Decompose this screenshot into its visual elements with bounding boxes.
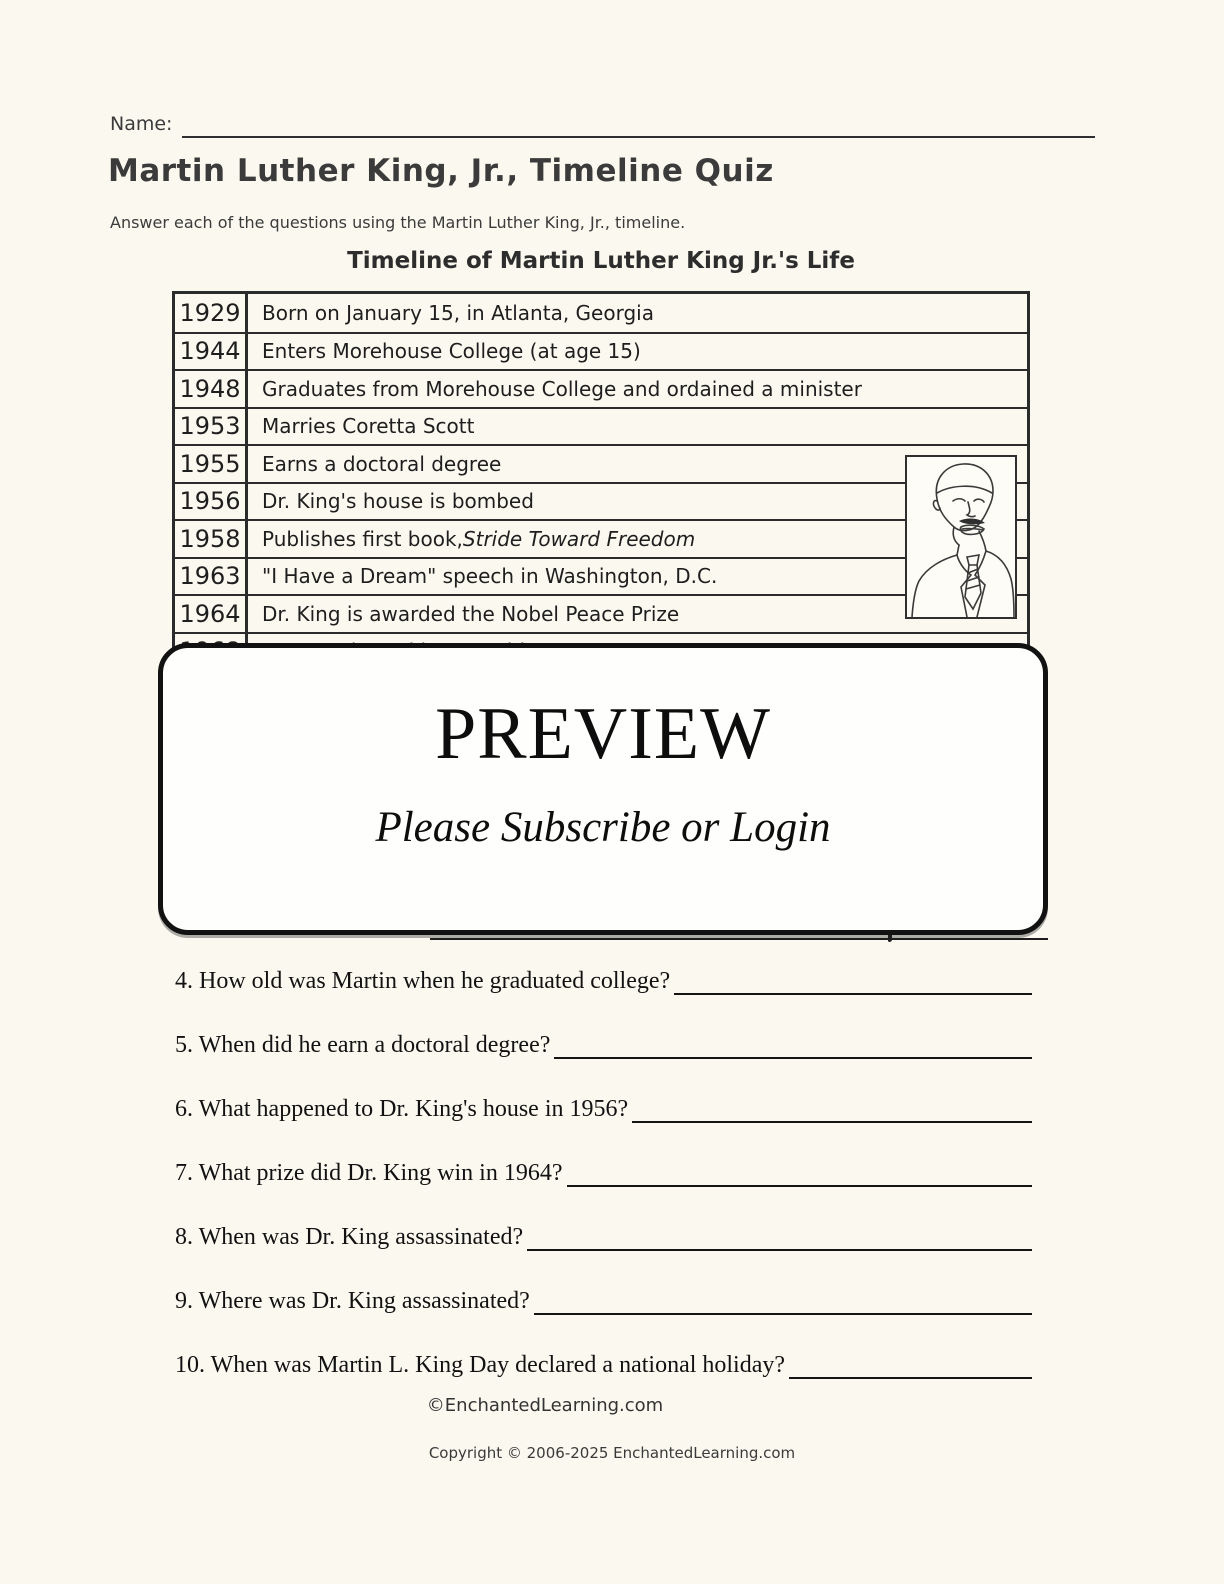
- timeline-year: 1963: [175, 559, 248, 595]
- question-text: 4. How old was Martin when he graduated college?: [175, 968, 671, 994]
- timeline-year: 1956: [175, 484, 248, 520]
- event-text: Enters Morehouse College (at age 15): [262, 339, 641, 364]
- event-text: Publishes first book,: [262, 526, 463, 551]
- event-text: Born on January 15, in Atlanta, Georgia: [262, 300, 654, 325]
- event-text: Dr. King is awarded the Nobel Peace Prize: [262, 601, 680, 626]
- question-item: [175, 1352, 1032, 1379]
- timeline-title: Timeline of Martin Luther King Jr.'s Life: [347, 248, 855, 274]
- event-text: "I Have a Dream" speech in Washington, D.C.: [262, 564, 718, 589]
- question-text: 5. When did he earn a doctoral degree?: [175, 1032, 551, 1058]
- answer-blank: [534, 1309, 1032, 1315]
- preview-heading: PREVIEW: [435, 693, 771, 775]
- answer-blank: [554, 1053, 1032, 1059]
- answer-blank: [632, 1117, 1032, 1123]
- instructions: Answer each of the questions using the Martin Luther King, Jr., timeline.: [110, 213, 686, 232]
- timeline-row: [175, 332, 1027, 370]
- timeline-row: [175, 294, 1027, 332]
- timeline-row: [175, 519, 1027, 557]
- timeline-row: [175, 594, 1027, 632]
- question-list: [175, 968, 1032, 1416]
- mlk-line-drawing-icon: [907, 457, 1015, 617]
- timeline-year: 1944: [175, 334, 248, 370]
- page-title: Martin Luther King, Jr., Timeline Quiz: [108, 153, 774, 189]
- timeline-event: [248, 334, 1027, 370]
- preview-overlay: [158, 643, 1048, 935]
- name-label: Name:: [110, 113, 173, 135]
- event-text: Marries Coretta Scott: [262, 414, 475, 439]
- mlk-portrait-illustration: [905, 455, 1017, 619]
- question-text: 9. Where was Dr. King assassinated?: [175, 1288, 530, 1314]
- event-text-italic: Stride Toward Freedom: [462, 526, 696, 551]
- timeline-event: [248, 371, 1027, 407]
- question-text: 8. When was Dr. King assassinated?: [175, 1224, 524, 1250]
- question-text: 7. What prize did Dr. King win in 1964?: [175, 1160, 563, 1186]
- question-item: [175, 1096, 1032, 1123]
- name-blank-line: [182, 136, 1095, 138]
- question-text: 6. What happened to Dr. King's house in 1956?: [175, 1096, 629, 1122]
- timeline-row: [175, 482, 1027, 520]
- timeline-year: 1955: [175, 446, 248, 482]
- timeline-row: [175, 444, 1027, 482]
- question-item: [175, 1224, 1032, 1251]
- question-item: [175, 1288, 1032, 1315]
- timeline-year: 1948: [175, 371, 248, 407]
- event-text: Earns a doctoral degree: [262, 451, 502, 476]
- preview-subscribe-login-text: Please Subscribe or Login: [375, 804, 831, 851]
- timeline-event: [248, 294, 1027, 332]
- hidden-question-letter-fragment: [888, 935, 892, 942]
- event-text: Graduates from Morehouse College and ordained a minister: [262, 376, 862, 401]
- question-item: [175, 968, 1032, 995]
- hidden-question-answer-line: [430, 938, 1048, 940]
- timeline-row: [175, 407, 1027, 445]
- answer-blank: [789, 1373, 1032, 1379]
- timeline-year: 1964: [175, 596, 248, 632]
- site-logo: ©EnchantedLearning.com: [426, 1395, 664, 1416]
- answer-blank: [527, 1245, 1032, 1251]
- timeline-year: 1953: [175, 409, 248, 445]
- answer-blank: [567, 1181, 1033, 1187]
- timeline-row: [175, 557, 1027, 595]
- timeline-year: 1958: [175, 521, 248, 557]
- question-text: 10. When was Martin L. King Day declared a national holiday?: [175, 1352, 786, 1378]
- answer-blank: [674, 989, 1032, 995]
- timeline-event: [248, 409, 1027, 445]
- timeline-table: [172, 291, 1030, 672]
- timeline-row: [175, 369, 1027, 407]
- copyright-text: Copyright © 2006-2025 EnchantedLearning.com: [428, 1444, 796, 1462]
- question-item: [175, 1160, 1032, 1187]
- event-text: Dr. King's house is bombed: [262, 489, 534, 514]
- timeline-year: 1929: [175, 294, 248, 332]
- question-item: [175, 1032, 1032, 1059]
